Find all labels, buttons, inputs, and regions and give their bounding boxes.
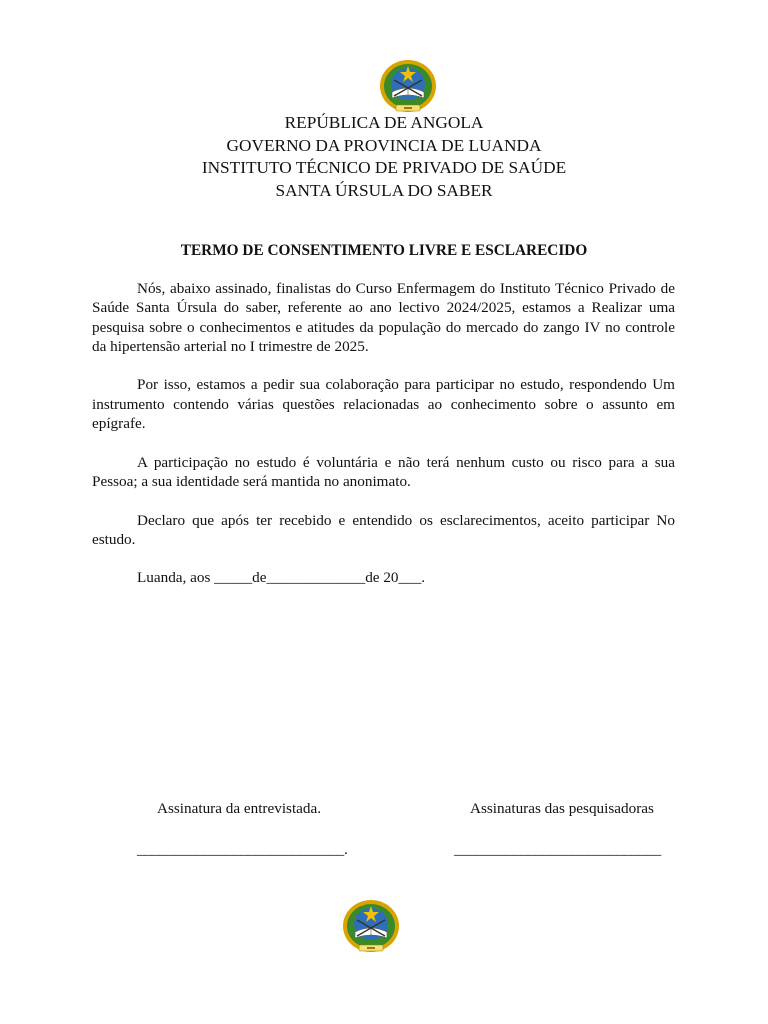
paragraph-study-intro: Nós, abaixo assinado, finalistas do Curso Enfermagem do Instituto Técnico Privado de Saúde Santa Úrsula do saber, referente ao ano lectivo 2024/2025, estamos a Realizar uma pesquisa sobre o conhecimentos e atitudes da população do mercado do zango IV no controle da hipertensão arterial no I trimestre de 2025. (92, 280, 675, 355)
researchers-signature-line: ____________________________ (454, 841, 662, 858)
interviewee-signature-label: Assinatura da entrevistada. (157, 800, 322, 817)
angola-coat-of-arms-icon (341, 898, 401, 954)
header-government: GOVERNO DA PROVINCIA DE LUANDA (226, 135, 542, 155)
paragraph-consent-declaration: Declaro que após ter recebido e entendido os esclarecimentos, aceito participar No estudo. (92, 511, 675, 548)
angola-coat-of-arms-icon (378, 58, 438, 114)
document-title: TERMO DE CONSENTIMENTO LIVRE E ESCLARECIDO (180, 242, 588, 259)
interviewee-signature-line: ____________________________. (137, 841, 348, 858)
header-school-name: SANTA ÚRSULA DO SABER (275, 180, 493, 200)
header-country: REPÚBLICA DE ANGOLA (284, 113, 484, 132)
researchers-signature-label: Assinaturas das pesquisadoras (470, 800, 654, 817)
header-institute: INSTITUTO TÉCNICO DE PRIVADO DE SAÚDE (201, 158, 567, 177)
institution-header (0, 112, 768, 202)
paragraph-voluntary-participation: A participação no estudo é voluntária e não terá nenhum custo ou risco para a sua Pessoa; a sua identidade será mantida no anonimato. (92, 453, 675, 490)
document-body (92, 279, 675, 607)
date-line: Luanda, aos _____de_____________de 20___. (137, 569, 426, 587)
paragraph-collaboration-request: Por isso, estamos a pedir sua colaboração para participar no estudo, respondendo Um instrumento contendo várias questões relacionadas ao conhecimento sobre o assunto em epígrafe. (92, 376, 675, 433)
